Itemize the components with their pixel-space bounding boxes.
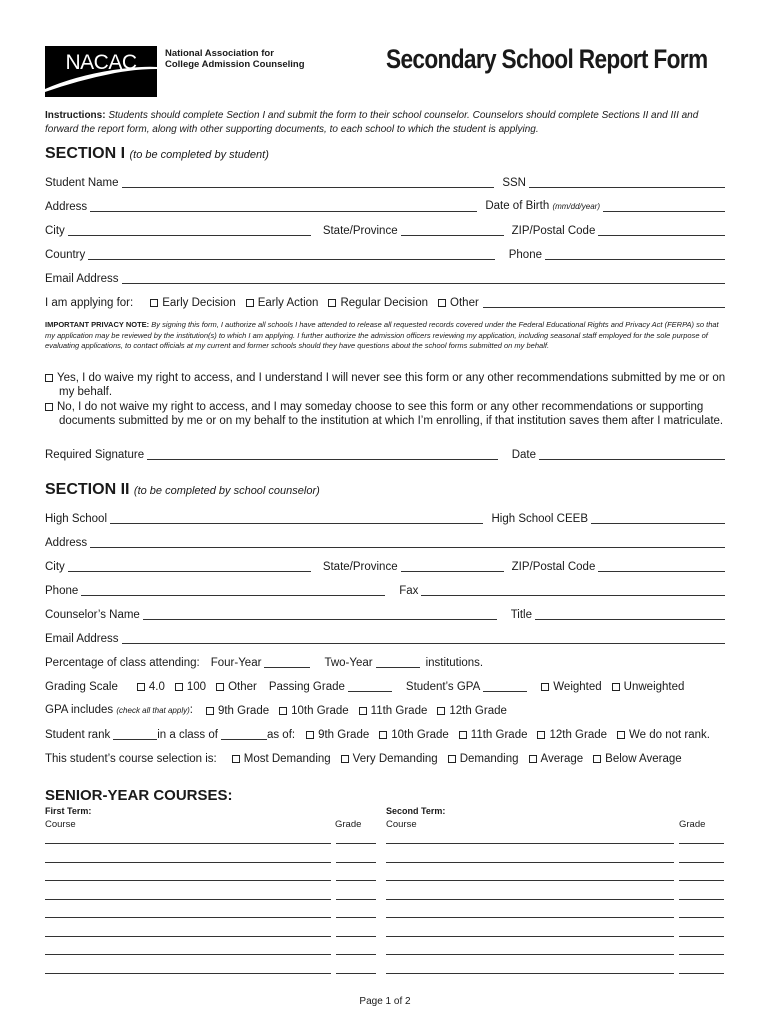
email-label: Email Address (45, 273, 119, 285)
first-course-line[interactable] (45, 843, 331, 844)
two-year-label: Two-Year (324, 657, 373, 669)
grading-scale-label: Grading Scale (45, 681, 118, 693)
school-city-label: City (45, 561, 65, 573)
option-label: Regular Decision (340, 297, 429, 309)
second-term-label: Second Term: (386, 806, 446, 816)
privacy-label: IMPORTANT PRIVACY NOTE: (45, 320, 150, 329)
checkbox-icon[interactable] (617, 731, 625, 739)
checkbox-icon[interactable] (216, 683, 224, 691)
first-term-label: First Term: (45, 806, 92, 816)
privacy-note (45, 320, 730, 352)
nacac-logo (45, 46, 157, 97)
dob-format: (mm/dd/year) (552, 202, 600, 211)
student-name-field[interactable] (122, 176, 495, 188)
counselor-title-field[interactable] (535, 608, 725, 620)
checkbox-icon[interactable] (306, 731, 314, 739)
option-label: 11th Grade (470, 729, 528, 741)
gpa-9th[interactable] (206, 704, 269, 718)
fax-field[interactable] (421, 584, 725, 596)
counselor-name-label: Counselor’s Name (45, 609, 140, 621)
section-2-note: (to be completed by school counselor) (133, 485, 320, 497)
page-number: Page 1 of 2 (359, 996, 411, 1007)
org-name (165, 48, 305, 70)
checkbox-icon[interactable] (206, 707, 214, 715)
option-label: Average (540, 753, 584, 765)
signature-label: Required Signature (45, 449, 145, 461)
checkbox-icon[interactable] (150, 299, 158, 307)
row-counselor (45, 606, 725, 622)
checkbox-icon[interactable] (137, 683, 145, 691)
option-other[interactable] (438, 296, 479, 310)
option-label: Other (228, 681, 257, 693)
row-counselor-email (45, 630, 725, 646)
section-2-title: SECTION II (45, 481, 130, 498)
second-course-line[interactable] (386, 954, 674, 955)
first-course-line[interactable] (45, 973, 331, 974)
first-grade-line[interactable] (336, 862, 376, 863)
option-label: 4.0 (148, 681, 165, 693)
rank-label: Student rank (45, 729, 111, 741)
fax-label: Fax (399, 585, 419, 597)
school-state-field[interactable] (401, 560, 504, 572)
option-label: 9th Grade (318, 729, 370, 741)
second-course-line[interactable] (386, 843, 674, 844)
signature-field[interactable] (147, 448, 498, 460)
courses-heading: SENIOR-YEAR COURSES: (45, 787, 233, 804)
first-course-line[interactable] (45, 899, 331, 900)
selection-below[interactable] (593, 752, 682, 766)
email-field[interactable] (122, 272, 725, 284)
second-grade-line[interactable] (679, 843, 724, 844)
checkbox-icon[interactable] (593, 755, 601, 763)
row-city (45, 222, 725, 238)
row-grading-scale (45, 678, 725, 694)
option-label: 10th Grade (291, 705, 349, 717)
first-course-line[interactable] (45, 936, 331, 937)
second-grade-line[interactable] (679, 973, 724, 974)
section-2-heading (45, 481, 320, 499)
section-1-heading (45, 145, 269, 163)
as-of-label: as of: (266, 729, 296, 741)
two-year-field[interactable] (376, 656, 420, 668)
scale-4-0[interactable] (137, 680, 165, 694)
selection-demanding[interactable] (448, 752, 519, 766)
waive-yes (45, 371, 730, 399)
option-label: 10th Grade (391, 729, 449, 741)
ceeb-field[interactable] (591, 512, 725, 524)
check-all-note: (check all that apply) (116, 706, 190, 715)
checkbox-icon[interactable] (232, 755, 240, 763)
option-label: 9th Grade (217, 705, 270, 717)
logo-text: NACAC (65, 51, 137, 74)
school-address-field[interactable] (90, 536, 725, 548)
checkbox-icon[interactable] (541, 683, 549, 691)
instructions-text: Students should complete Section I and submit the form to their school counselor. Counselors should complete Sections II and III and forward the report form, along with other supporting documents, to each school to which the student is applying. (45, 110, 699, 135)
second-course-line[interactable] (386, 917, 674, 918)
row-signature (45, 446, 725, 462)
privacy-text: By signing this form, I authorize all schools I have attended to release all requested records covered under the Federal Educational Rights and Privacy Act (FERPA) so that my application may be reviewed by the institution(s) to which I am applying. I further authorize the admission officers reviewing my application, including seasonal staff employed for the sole purpose of evaluating applications, to contact officials at my current and former schools should they have questions about the school forms submitted on my behalf. (45, 320, 719, 351)
row-high-school (45, 510, 725, 526)
row-address (45, 198, 725, 214)
option-label: 12th Grade (549, 729, 608, 741)
option-label: We do not rank. (629, 729, 711, 741)
gpa-field[interactable] (483, 680, 527, 692)
rank-10th[interactable] (379, 728, 449, 742)
gpa-includes-label: GPA includes (check all that apply): (45, 704, 193, 716)
ssn-label: SSN (502, 177, 526, 189)
course-selection-label: This student’s course selection is: (45, 753, 217, 765)
city-label: City (45, 225, 65, 237)
ceeb-label: High School CEEB (491, 513, 588, 525)
second-course-line[interactable] (386, 899, 674, 900)
option-label: 100 (186, 681, 207, 693)
date-label: Date (511, 449, 536, 461)
address-field[interactable] (90, 200, 477, 212)
first-grade-line[interactable] (336, 899, 376, 900)
rank-9th[interactable] (306, 728, 369, 742)
form-title: Secondary School Report Form (386, 44, 708, 74)
row-applying-for (45, 294, 725, 310)
second-course-line[interactable] (386, 862, 674, 863)
city-field[interactable] (68, 224, 311, 236)
zip-field[interactable] (598, 224, 725, 236)
rank-12th[interactable] (537, 728, 607, 742)
counselor-email-field[interactable] (122, 632, 725, 644)
selection-average[interactable] (529, 752, 584, 766)
second-grade-line[interactable] (679, 899, 724, 900)
first-grade-line[interactable] (336, 917, 376, 918)
checkbox-icon[interactable] (328, 299, 336, 307)
checkbox-icon[interactable] (537, 731, 545, 739)
school-zip-label: ZIP/Postal Code (511, 561, 596, 573)
counselor-title-label: Title (510, 609, 532, 621)
checkbox-icon[interactable] (279, 707, 287, 715)
passing-grade-label: Passing Grade (268, 681, 345, 693)
option-unweighted[interactable] (612, 680, 685, 694)
address-label: Address (45, 201, 88, 213)
first-course-line[interactable] (45, 880, 331, 881)
option-label: 12th Grade (449, 705, 507, 717)
option-label: Below Average (605, 753, 682, 765)
checkbox-icon[interactable] (529, 755, 537, 763)
second-course-line[interactable] (386, 880, 674, 881)
scale-other[interactable] (216, 680, 257, 694)
class-of-label: in a class of (157, 729, 218, 741)
org-line-1: National Association for (165, 48, 274, 59)
first-course-col: Course (45, 819, 76, 830)
second-grade-col: Grade (679, 819, 706, 830)
first-course-line[interactable] (45, 862, 331, 863)
state-field[interactable] (401, 224, 504, 236)
institutions-label: institutions. (425, 657, 484, 669)
country-label: Country (45, 249, 86, 261)
section-1-note: (to be completed by student) (129, 149, 269, 161)
option-label: Other (450, 297, 479, 309)
org-line-2: College Admission Counseling (165, 59, 305, 70)
option-weighted[interactable] (541, 680, 601, 694)
school-city-field[interactable] (68, 560, 311, 572)
first-course-line[interactable] (45, 917, 331, 918)
second-grade-line[interactable] (679, 880, 724, 881)
instructions-label: Instructions: (45, 110, 106, 121)
date-field[interactable] (539, 448, 725, 460)
passing-grade-field[interactable] (348, 680, 392, 692)
waive-yes-text: Yes, I do waive my right to access, and I understand I will never see this form or any other recommendations submitted by me or on (57, 372, 726, 384)
high-school-field[interactable] (110, 512, 483, 524)
gpa-11th[interactable] (359, 704, 428, 718)
option-early-action[interactable] (246, 296, 319, 310)
row-percentage (45, 654, 725, 670)
dob-label (485, 199, 603, 214)
state-label: State/Province (322, 225, 398, 237)
instructions (45, 109, 730, 137)
first-grade-line[interactable] (336, 843, 376, 844)
waive-no-text: No, I do not waive my right to access, and I may someday choose to see this form or any other recommendations or supporting (57, 401, 704, 413)
option-label: Very Demanding (352, 753, 438, 765)
checkbox-icon[interactable] (459, 731, 467, 739)
checkbox-icon[interactable] (175, 683, 183, 691)
second-grade-line[interactable] (679, 954, 724, 955)
second-course-line[interactable] (386, 973, 674, 974)
checkbox-icon[interactable] (379, 731, 387, 739)
row-student-name (45, 174, 725, 190)
percentage-label: Percentage of class attending: (45, 657, 200, 669)
phone-label: Phone (508, 249, 542, 261)
checkbox-icon[interactable] (448, 755, 456, 763)
zip-label: ZIP/Postal Code (511, 225, 596, 237)
four-year-field[interactable] (264, 656, 310, 668)
first-grade-line[interactable] (336, 880, 376, 881)
row-rank (45, 726, 725, 742)
option-label: Weighted (553, 681, 602, 693)
option-label: Early Action (257, 297, 319, 309)
dob-field[interactable] (603, 200, 725, 212)
row-country (45, 246, 725, 262)
row-school-phone (45, 582, 725, 598)
applying-for-label: I am applying for: (45, 297, 134, 309)
section-1-title: SECTION I (45, 145, 126, 162)
phone-field[interactable] (545, 248, 725, 260)
gpa-12th[interactable] (437, 704, 507, 718)
school-phone-field[interactable] (81, 584, 385, 596)
row-email (45, 270, 725, 286)
second-course-line[interactable] (386, 936, 674, 937)
waive-yes-checkbox[interactable] (45, 374, 53, 382)
option-label: Unweighted (623, 681, 685, 693)
first-grade-line[interactable] (336, 973, 376, 974)
checkbox-icon[interactable] (437, 707, 445, 715)
first-grade-col: Grade (335, 819, 362, 830)
second-grade-line[interactable] (679, 862, 724, 863)
row-course-selection (45, 750, 725, 766)
second-grade-line[interactable] (679, 936, 724, 937)
option-label: Early Decision (162, 297, 236, 309)
waive-no (45, 400, 730, 428)
counselor-name-field[interactable] (143, 608, 497, 620)
checkbox-icon[interactable] (359, 707, 367, 715)
first-course-line[interactable] (45, 954, 331, 955)
selection-very[interactable] (341, 752, 438, 766)
rank-field[interactable] (113, 728, 157, 740)
student-name-label: Student Name (45, 177, 119, 189)
second-course-col: Course (386, 819, 417, 830)
four-year-label: Four-Year (210, 657, 262, 669)
school-zip-field[interactable] (598, 560, 725, 572)
checkbox-icon[interactable] (612, 683, 620, 691)
class-of-field[interactable] (221, 728, 267, 740)
other-field[interactable] (483, 296, 725, 308)
gpa-includes-text: GPA includes (45, 704, 114, 716)
option-early-decision[interactable] (150, 296, 236, 310)
school-phone-label: Phone (45, 585, 79, 597)
checkbox-icon[interactable] (438, 299, 446, 307)
row-school-city (45, 558, 725, 574)
high-school-label: High School (45, 513, 108, 525)
no-rank[interactable] (617, 728, 710, 742)
checkbox-icon[interactable] (246, 299, 254, 307)
school-state-label: State/Province (322, 561, 398, 573)
waive-yes-text-2: my behalf. (59, 386, 113, 398)
option-regular-decision[interactable] (328, 296, 428, 310)
option-label: 11th Grade (370, 705, 428, 717)
first-grade-line[interactable] (336, 936, 376, 937)
first-grade-line[interactable] (336, 954, 376, 955)
option-label: Most Demanding (243, 753, 331, 765)
gpa-10th[interactable] (279, 704, 349, 718)
option-label: Demanding (459, 753, 519, 765)
counselor-email-label: Email Address (45, 633, 119, 645)
second-grade-line[interactable] (679, 917, 724, 918)
checkbox-icon[interactable] (341, 755, 349, 763)
gpa-label: Student’s GPA (405, 681, 481, 693)
selection-most[interactable] (232, 752, 331, 766)
waive-no-text-2: documents submitted by me or on my behalf to the institution at which I’m enrolling, if that institution saves them after I matriculate. (59, 415, 724, 427)
dob-text: Date of Birth (485, 200, 550, 212)
waive-no-checkbox[interactable] (45, 403, 53, 411)
country-field[interactable] (88, 248, 494, 260)
rank-11th[interactable] (459, 728, 528, 742)
row-school-address (45, 534, 725, 550)
ssn-field[interactable] (529, 176, 725, 188)
school-address-label: Address (45, 537, 88, 549)
scale-100[interactable] (175, 680, 206, 694)
row-gpa-includes (45, 702, 725, 718)
